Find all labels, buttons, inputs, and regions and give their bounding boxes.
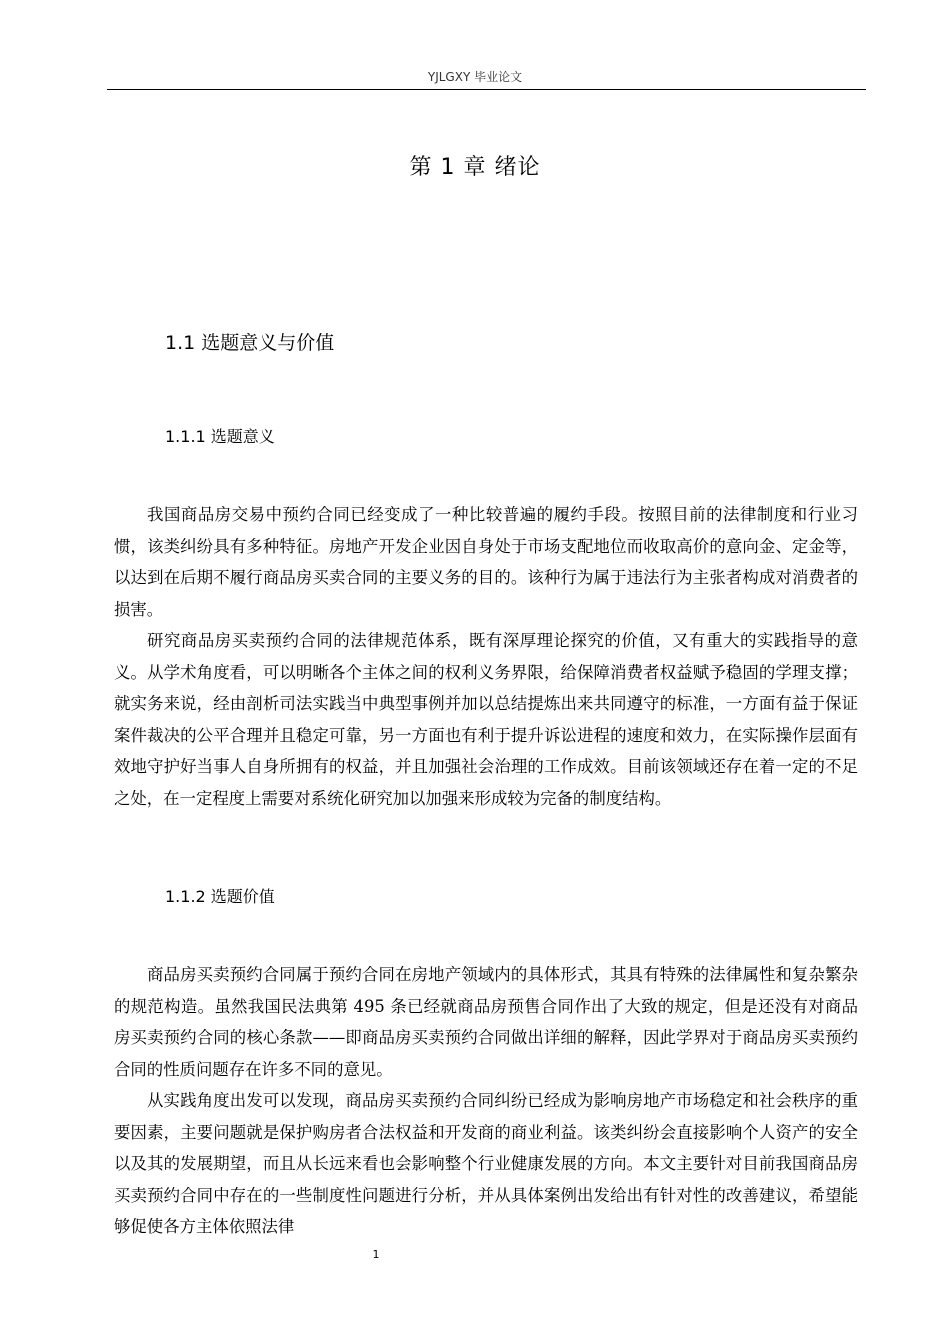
subsection-heading-2: 1.1.2 选题价值 <box>165 887 275 906</box>
body-paragraph: 研究商品房买卖预约合同的法律规范体系，既有深厚理论探究的价值，又有重大的实践指导的意义。从学术角度看，可以明晰各个主体之间的权利义务界限，给保障消费者权益赋予稳固的学理支撑；就实务来说，经由剖析司法实践当中典型事例并加以总结提炼出来共同遵守的标准，一方面有益于保证案件裁决的公平合理并且稳定可靠，另一方面也有利于提升诉讼进程的速度和效力，在实际操作层面有效地守护好当事人自身所拥有的权益，并且加强社会治理的工作成效。目前该领域还存在着一定的不足之处，在一定程度上需要对系统化研究加以加强来形成较为完备的制度结构。 <box>114 631 858 808</box>
running-header: YJLGXY 毕业论文 <box>427 70 523 84</box>
body-paragraph: 商品房买卖预约合同属于预约合同在房地产领域内的具体形式，其具有特殊的法律属性和复杂繁杂的规范构造。虽然我国民法典第 495 条已经就商品房预售合同作出了大致的规定，但是还没有对商品房买卖预约合同的核心条款——即商品房买卖预约合同做出详细的解释，因此学界对于商品房买卖预约合同的性质问题存在许多不同的意见。 <box>114 965 858 1079</box>
header-divider <box>107 89 866 90</box>
body-paragraph: 从实践角度出发可以发现，商品房买卖预约合同纠纷已经成为影响房地产市场稳定和社会秩序的重要因素，主要问题就是保护购房者合法权益和开发商的商业利益。该类纠纷会直接影响个人资产的安全以及其的发展期望，而且从长远来看也会影响整个行业健康发展的方向。本文主要针对目前我国商品房买卖预约合同中存在的一些制度性问题进行分析，并从具体案例出发给出有针对性的改善建议，希望能够促使各方主体依照法律 <box>114 1091 858 1236</box>
body-paragraph: 我国商品房交易中预约合同已经变成了一种比较普遍的履约手段。按照目前的法律制度和行业习惯，该类纠纷具有多种特征。房地产开发企业因自身处于市场支配地位而收取高价的意向金、定金等，以达到在后期不履行商品房买卖合同的主要义务的目的。该种行为属于违法行为主张者构成对消费者的损害。 <box>114 505 858 619</box>
subsection-heading-1: 1.1.1 选题意义 <box>165 427 275 446</box>
page-number: 1 <box>372 1248 380 1261</box>
section-heading: 1.1 选题意义与价值 <box>165 332 335 354</box>
chapter-title: 第 1 章 绪论 <box>409 155 541 180</box>
